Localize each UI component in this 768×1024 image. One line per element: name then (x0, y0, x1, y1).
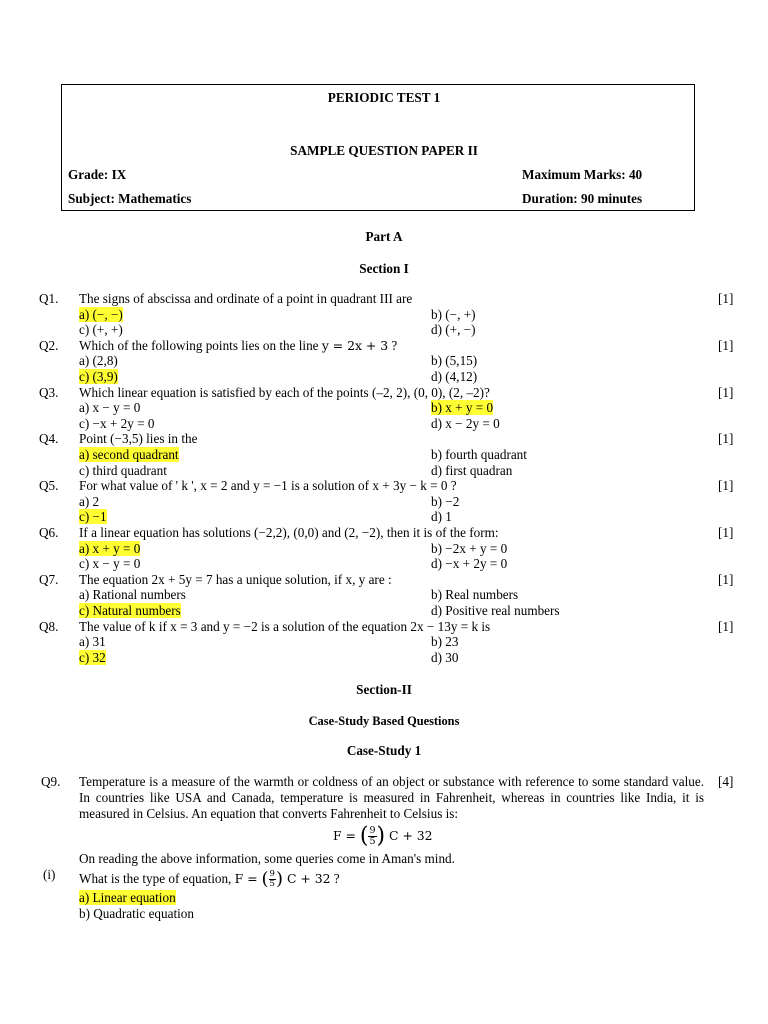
question-number: Q6. (39, 525, 59, 540)
question-text: Which linear equation is satisfied by each of the points (–2, 2), (0, 0), (2, –2)? (79, 384, 490, 400)
paper-subtitle: SAMPLE QUESTION PAPER II (290, 143, 478, 158)
option-c (79, 369, 118, 385)
equation-lhs: F = (333, 828, 360, 843)
option-b (431, 353, 477, 369)
option-c (79, 603, 181, 619)
option-c-text: c) −1 (79, 509, 107, 525)
option-a (79, 541, 140, 557)
question-number: Q3. (39, 384, 59, 400)
option-d-text: d) x − 2y = 0 (431, 415, 500, 431)
question-marks: [4] (718, 774, 734, 789)
option-a-text: a) x − y = 0 (79, 400, 141, 416)
question-text: The equation 2x + 5y = 7 has a unique solution, if x, y are : (79, 571, 392, 587)
option-d-text: d) (4,12) (431, 369, 478, 384)
option-d-text: d) Positive real numbers (431, 603, 560, 618)
option-c (79, 556, 140, 572)
equation-rhs: C + 32 (286, 871, 331, 886)
option-b (431, 307, 476, 323)
grade: Grade: IX (68, 167, 127, 182)
test-title: PERIODIC TEST 1 (327, 90, 441, 105)
section-heading: Section I (359, 261, 409, 276)
option-b (431, 634, 458, 650)
option-c (79, 416, 154, 432)
option-b-text: b) −2x + y = 0 (431, 540, 508, 556)
subquestion-number: (i) (43, 867, 56, 882)
paragraph-text: On reading the above information, some queries come in Aman's mind. (79, 851, 455, 866)
option-c-text: c) 32 (79, 649, 106, 665)
option-d (431, 369, 477, 385)
option-b (431, 447, 527, 463)
question-marks: [1] (718, 478, 734, 494)
option-d-text: d) first quadran (431, 462, 513, 478)
option-b-text: b) −2 (431, 493, 460, 509)
option-d-text: d) (+, −) (431, 322, 476, 338)
option-c (79, 509, 107, 525)
option-b: b) Quadratic equation (79, 906, 194, 921)
option-b-text: b) Real numbers (431, 587, 519, 603)
question-equation: y = 2x + 3 (321, 337, 389, 353)
subquestion-end: ? (330, 871, 340, 886)
option-d-text: d) 30 (431, 649, 459, 665)
option-c (79, 322, 123, 338)
question-marks: [1] (718, 384, 734, 400)
option-b-text: b) (5,15) (431, 353, 478, 369)
part-heading: Part A (365, 229, 403, 244)
option-c-text: c) −x + 2y = 0 (79, 415, 155, 431)
fraction-numerator: 9 (369, 825, 376, 836)
option-a (79, 494, 99, 510)
case-study-paragraph: Temperature is a measure of the warmth or coldness of an object or substance with reference to some standard value. In countries like USA and Canada, temperature is measured in Fahrenheit, whereas in countries like India, it is measured in Celsius. An equation that converts Fahrenheit to Celsius is: (79, 774, 704, 822)
option-a (79, 634, 106, 650)
question-number: Q9. (41, 774, 61, 789)
option-b (431, 541, 507, 557)
question-number: Q1. (39, 291, 59, 306)
option-c-text: c) (3,9) (79, 369, 118, 384)
option-c-text: c) x − y = 0 (79, 556, 141, 572)
question-number: Q5. (39, 478, 59, 494)
fraction (368, 826, 376, 847)
option-a-text: a) x + y = 0 (79, 540, 141, 556)
subquestion-equation: F = ( $\frac{9}{5}$ ) C + 32 (234, 868, 331, 890)
option-c-text: c) third quadrant (79, 462, 167, 478)
question-text: The value of k if x = 3 and y = −2 is a solution of the equation 2x − 13y = k is (79, 618, 491, 634)
option-b-text: b) 23 (431, 634, 459, 650)
option-d (431, 650, 458, 666)
option-a-text: a) Rational numbers (79, 587, 186, 603)
fraction-denominator: 5 (269, 879, 275, 889)
conversion-equation: F = ( $\frac{9}{5}$ ) C + 32 (333, 823, 433, 849)
option-a-text: a) (−, −) (79, 306, 123, 322)
option-a (79, 353, 118, 369)
subject: Subject: Mathematics (68, 191, 192, 206)
option-d (431, 463, 512, 479)
option-d (431, 603, 560, 619)
option-c-text: c) Natural numbers (79, 603, 181, 618)
section-heading: Section-II (356, 682, 412, 697)
question-text: If a linear equation has solutions (−2,2), (0,0) and (2, −2), then it is of the form: (79, 525, 499, 540)
subquestion-text (79, 866, 340, 893)
option-d (431, 509, 452, 525)
question-text-part: Which of the following points lies on the line (79, 337, 322, 353)
option-a-text: a) second quadrant (79, 447, 179, 462)
question-number: Q8. (39, 618, 59, 634)
option-a-text: a) 2 (79, 493, 100, 509)
option-a (79, 307, 123, 323)
question-marks: [1] (718, 337, 734, 353)
option-b-text: b) x + y = 0 (431, 400, 494, 416)
option-b (431, 587, 518, 603)
option-d (431, 416, 500, 432)
question-marks: [1] (718, 525, 734, 540)
equation-rhs: C + 32 (389, 828, 433, 843)
case-study-title: Case-Study 1 (346, 743, 422, 758)
question-text: The signs of abscissa and ordinate of a point in quadrant III are (79, 291, 413, 306)
question-number: Q4. (39, 431, 59, 447)
question-marks: [1] (718, 291, 734, 306)
fraction-denominator: 5 (369, 836, 376, 847)
question-text: Point (−3,5) lies in the (79, 431, 198, 447)
option-b (431, 494, 459, 510)
option-d (431, 322, 476, 338)
option-c (79, 650, 106, 666)
option-b-text: b) fourth quadrant (431, 447, 527, 462)
question-text (79, 338, 397, 354)
option-c-text: c) (+, +) (79, 322, 123, 338)
question-text-part: ? (388, 337, 398, 353)
question-number: Q2. (39, 337, 59, 353)
option-b-text: b) (−, +) (431, 306, 476, 322)
option-d-text: d) 1 (431, 509, 452, 525)
case-study-heading: Case-Study Based Questions (308, 714, 460, 728)
option-a-text: a) Linear equation (79, 890, 176, 905)
equation-lhs: F = (234, 871, 262, 886)
option-d-text: d) −x + 2y = 0 (431, 556, 508, 572)
option-c (79, 463, 167, 479)
question-text: For what value of ' k ', x = 2 and y = −1 is a solution of x + 3y − k = 0 ? (79, 478, 457, 494)
option-a-text: a) (2,8) (79, 353, 118, 369)
option-a (79, 587, 186, 603)
option-a (79, 447, 179, 463)
duration: Duration: 90 minutes (522, 191, 643, 206)
question-marks: [1] (718, 431, 734, 447)
option-a (79, 890, 176, 906)
question-marks: [1] (718, 571, 734, 587)
max-marks: Maximum Marks: 40 (522, 167, 643, 182)
fraction-numerator: 9 (269, 869, 275, 879)
option-d (431, 556, 507, 572)
question-marks: [1] (718, 618, 734, 634)
option-b (431, 400, 493, 416)
option-a-text: a) 31 (79, 634, 106, 650)
question-number: Q7. (39, 571, 59, 587)
subquestion-prompt: What is the type of equation, (79, 871, 235, 886)
option-a (79, 400, 140, 416)
